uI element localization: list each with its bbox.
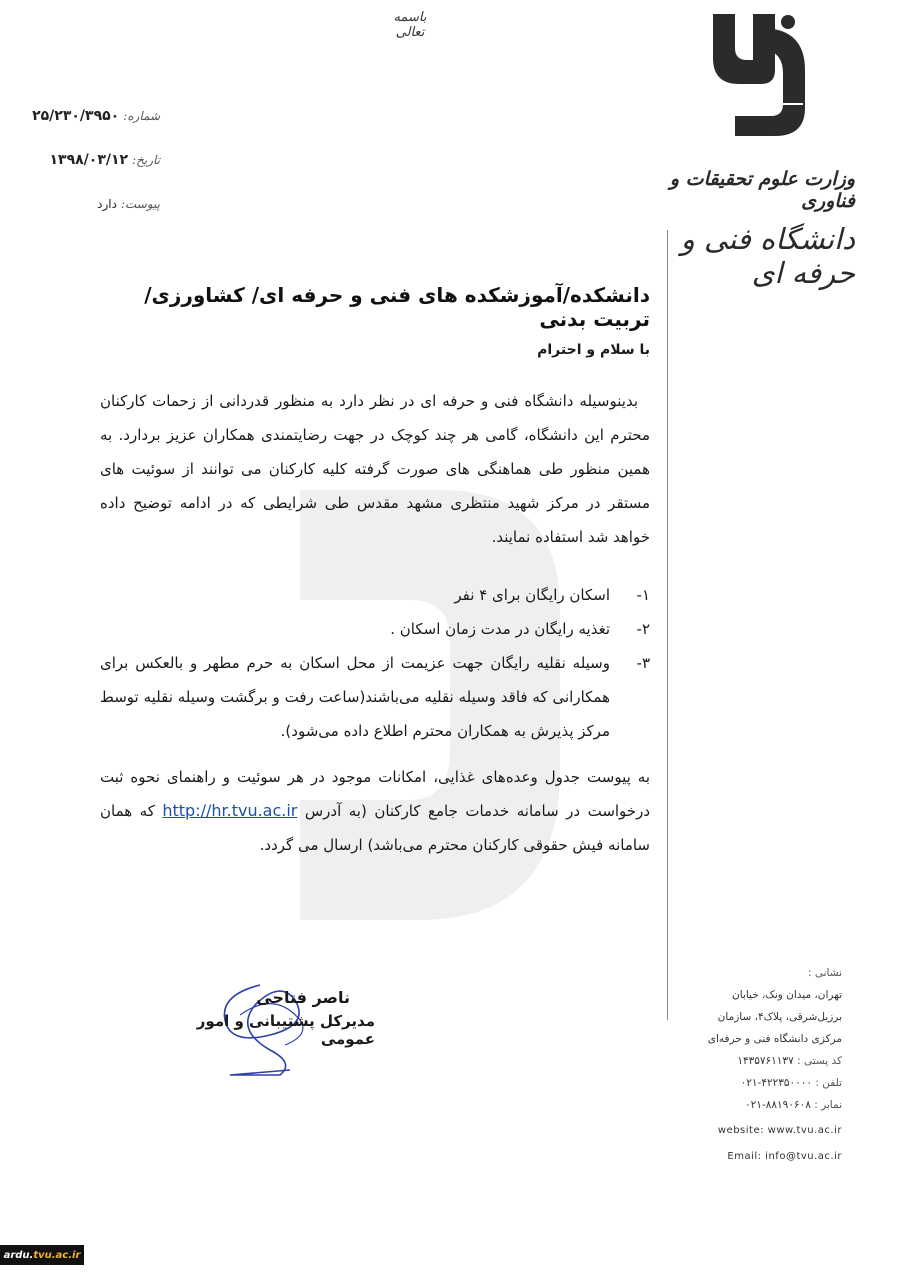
postal-code-label: کد پستی :	[797, 1055, 842, 1067]
signer-name: ناصر فتاحی	[256, 988, 350, 1007]
signer-title: مدیرکل پشتیبانی و امور عمومی	[196, 1012, 375, 1048]
letter-attachment-value: دارد	[97, 197, 117, 211]
letter-attachment-label: پیوست:	[120, 197, 160, 211]
letter-number-value: ۲۵/۲۳۰/۳۹۵۰	[32, 108, 120, 124]
address-label: نشانی :	[807, 967, 842, 979]
list-item-number: ۳-	[636, 654, 650, 672]
list-item-number: ۱-	[636, 586, 650, 604]
paragraph-1-text: بدینوسیله دانشگاه فنی و حرفه ای در نظر دارد به منظور قدردانی از زحمات کارکنان محترم این دانشگاه، گامی هر چند کوچک در جهت رضایتمندی همکاران عزیز بردارد. به همین منظور طی هماهنگی های صورت گرفته کلیه کارکنان می توانند از سوئیت های مستقر در مرکز شهید منتظری مشهد مقدس طی شرایطی که در ادامه توضیح داده خواهد شد استفاده نمایند.	[100, 392, 650, 546]
letter-attachment	[20, 196, 160, 212]
address-line-3: مرکزی دانشگاه فنی و حرفه‌ای	[707, 1033, 842, 1045]
paragraph-2-text-b: که همان سامانه فیش حقوقی کارکنان محترم می‌باشد) ارسال می گردد.	[100, 802, 650, 854]
letter-date-label: تاریخ:	[132, 153, 160, 167]
website[interactable]: website: www.tvu.ac.ir	[717, 1125, 842, 1136]
benefits-list	[100, 578, 650, 748]
phone-label: تلفن :	[815, 1077, 842, 1089]
address-block	[690, 962, 842, 1168]
list-item-text: وسیله نقلیه رایگان جهت عزیمت از محل اسکان به حرم مطهر و بالعکس برای همکارانی که فاقد وسیله نقلیه می‌باشند(ساعت رفت و برگشت وسیله نقلیه توسط مرکز پذیرش به همکاران محترم اطلاع داده می‌شود).	[100, 654, 610, 740]
fax-label: نمابر :	[814, 1099, 842, 1111]
letter-date-value: ۱۳۹۸/۰۳/۱۲	[49, 152, 129, 168]
tvu-logo-icon	[705, 8, 815, 143]
footer-badge-prefix: ardu.	[3, 1249, 34, 1261]
fax-value: ۰۲۱-۸۸۱۹۰۶۰۸	[745, 1099, 811, 1111]
letter-paragraph-1	[100, 384, 650, 554]
address-line-1: تهران، میدان ونک، خیابان	[732, 989, 842, 1001]
phone-value: ۰۲۱-۴۲۲۳۵۰۰۰۰	[740, 1077, 813, 1089]
paragraph-2-text-a: به پیوست جدول وعده‌های غذایی، امکانات موجود در هر سوئیت و راهنمای نحوه ثبت درخواست در سامانه خدمات جامع کارکنان (به آدرس	[100, 768, 650, 820]
footer-badge[interactable]	[0, 1245, 84, 1265]
list-item-number: ۲-	[636, 620, 650, 638]
letter-paragraph-2	[100, 760, 650, 862]
fax	[690, 1094, 842, 1116]
postal-code-value: ۱۴۳۵۷۶۱۱۳۷	[737, 1055, 794, 1067]
hr-portal-link[interactable]: http://hr.tvu.ac.ir	[162, 801, 298, 820]
phone	[690, 1072, 842, 1094]
postal-code	[690, 1050, 842, 1072]
list-item-text: اسکان رایگان برای ۴ نفر	[454, 586, 610, 604]
invocation-text: باسمه تعالی	[393, 10, 427, 40]
list-item-text: تغذیه رایگان در مدت زمان اسکان .	[390, 620, 610, 638]
footer-badge-domain: tvu.ac.ir	[33, 1249, 81, 1261]
email[interactable]: Email: info@tvu.ac.ir	[727, 1151, 842, 1162]
letter-greeting: با سلام و احترام	[537, 342, 650, 358]
letter-addressee: دانشکده/آموزشکده های فنی و حرفه ای/ کشاورزی/تربیت بدنی	[144, 283, 650, 331]
list-item	[100, 646, 650, 748]
address-line-2: برزیل‌شرقی، پلاک۴، سازمان	[717, 1011, 842, 1023]
list-item	[100, 578, 650, 612]
letter-number	[20, 108, 160, 124]
list-item	[100, 612, 650, 646]
vertical-divider	[667, 230, 668, 1020]
letter-number-label: شماره:	[123, 109, 160, 123]
ministry-name: وزارت علوم تحقیقات و فناوری	[669, 168, 855, 212]
university-name: دانشگاه فنی و حرفه ای	[680, 222, 855, 290]
letter-date	[20, 152, 160, 168]
